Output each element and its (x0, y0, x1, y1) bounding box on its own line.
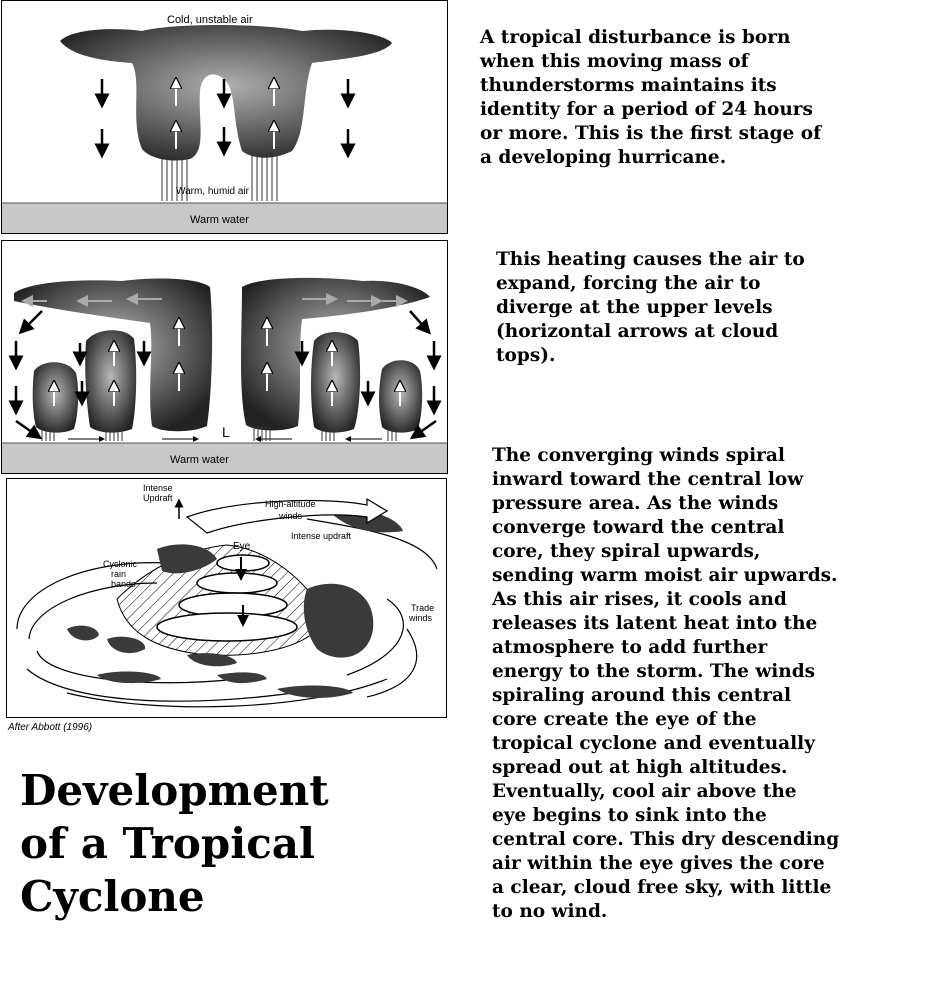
trade-winds-label-2: winds (409, 613, 433, 623)
intense-updraft-right-label: Intense updraft (291, 531, 352, 541)
sinking-air-arrows (16, 311, 436, 435)
cyclone-structure-diagram (6, 478, 447, 718)
warm-air-label: Warm, humid air (176, 186, 249, 197)
intense-updraft-label-1: Intense (143, 483, 173, 493)
source-credit: After Abbott (1996) (8, 722, 93, 733)
small-cloud-2 (85, 330, 136, 432)
high-altitude-label-2: winds (279, 511, 303, 521)
cyclone-svg (7, 479, 446, 717)
stage1-paragraph: A tropical disturbance is born when this moving mass of thunderstorms maintains its identity for a period of 24 hours or more. This is the first stage of a developing hurricane. (480, 27, 822, 168)
small-cloud-3 (311, 332, 360, 433)
disturbance-svg (2, 1, 447, 233)
cold-air-label: Cold, unstable air (167, 14, 253, 26)
intense-updraft-label-2: Updraft (143, 493, 173, 503)
warm-water-label: Warm water (170, 454, 229, 466)
stage3-paragraph: The converging winds spiral inward toward the central low pressure area. As the winds converge toward the central core, they spiral upwards, sending warm moist air upwards. As this air rises, it cools and releases its latent heat into the atmosphere to add further energy to the storm. The winds spiraling around this central core create the eye of the tropical cyclone and eventually spread out at high altitudes. Eventually, cool air above the eye begins to sink into the central core. This dry descending air within the eye gives the core a clear, cloud free sky, with little to no wind. (492, 445, 840, 922)
cyclonic-label-1: Cyclonic (103, 559, 138, 569)
page-title: Development of a Tropical Cyclone (20, 766, 329, 921)
stage2-paragraph: This heating causes the air to expand, forcing the air to diverge at the upper levels (horizontal arrows at cloud tops). (496, 249, 805, 366)
disturbance-diagram (1, 0, 448, 234)
eye-label: Eye (233, 541, 251, 552)
small-cloud-1 (33, 362, 78, 432)
low-pressure-label: L (222, 424, 230, 440)
thunderstorm-cloud (60, 25, 392, 161)
cyclonic-label-3: bands (111, 579, 136, 589)
divergence-svg (2, 241, 447, 473)
trade-winds-label-1: Trade (411, 603, 435, 613)
cyclonic-label-2: rain (111, 569, 127, 579)
divergence-diagram (1, 240, 448, 474)
high-altitude-label-1: High-altitude (265, 499, 316, 509)
warm-water-label: Warm water (190, 214, 249, 226)
